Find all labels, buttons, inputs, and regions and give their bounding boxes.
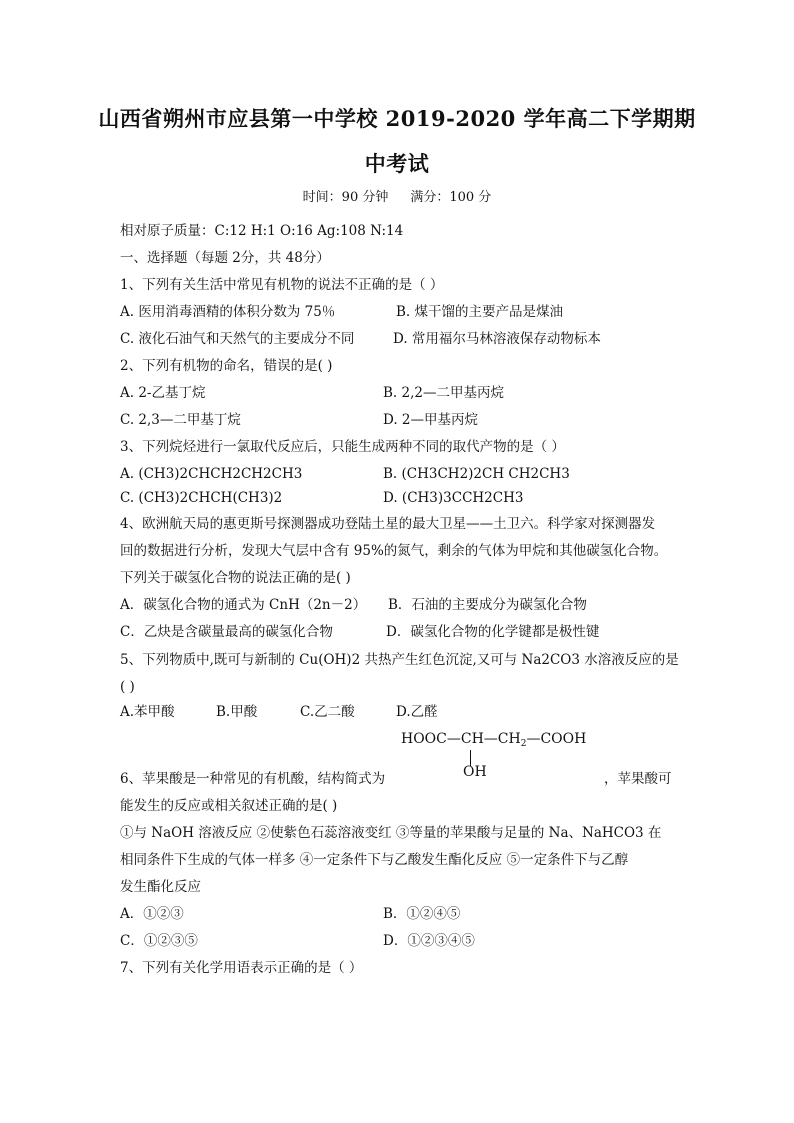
q6-stem-line2: 能发生的反应或相关叙述正确的是( ) [120,798,338,814]
q2-option-d: D. 2—甲基丙烷 [383,412,479,428]
q1-option-a: A. 医用消毒酒精的体积分数为 75％ [120,304,336,320]
formula-main: HOOC—CH—CH [401,731,521,747]
q2-option-b: B. 2,2—二甲基丙烷 [383,385,504,401]
q5-option-b: B.甲酸 [216,704,258,720]
q6-option-c: C．①②③⑤ [120,933,198,949]
q6-stem-line4: 相同条件下生成的气体一样多 ④一定条件下与乙酸发生酯化反应 ⑤一定条件下与乙醇 [120,852,629,868]
formula-branch-oh: OH [463,764,487,780]
q5-option-d: D.乙醛 [396,704,438,720]
atomic-mass: 相对原子质量：C:12 H:1 O:16 Ag:108 N:14 [120,223,404,239]
q1-option-c: C. 液化石油气和天然气的主要成分不同 [120,331,355,347]
q3-option-a: A. (CH3)2CHCH2CH2CH3 [120,466,303,482]
q6-option-b: B．①②④⑤ [383,906,461,922]
q3-stem: 3、下列烷烃进行一氯取代反应后，只能生成两种不同的取代产物的是（ ） [120,439,565,455]
q6-option-d: D．①②③④⑤ [383,933,475,949]
q6-option-a: A．①②③ [120,906,184,922]
section-heading: 一、选择题（每题 2分，共 48分） [120,250,330,266]
q3-option-d: D. (CH3)3CCH2CH3 [383,490,524,506]
q3-option-b: B. (CH3CH2)2CH CH2CH3 [383,466,570,482]
q4-option-d: D．碳氢化合物的化学键都是极性键 [386,624,600,640]
q3-option-c: C. (CH3)2CHCH(CH3)2 [120,490,283,506]
q6-stem-part-b: ，苹果酸可 [604,771,672,787]
q5-option-c: C.乙二酸 [300,704,355,720]
q7-stem: 7、下列有关化学用语表示正确的是（ ） [120,960,363,976]
q1-option-b: B. 煤干馏的主要产品是煤油 [396,304,564,320]
q5-stem-line1: 5、下列物质中,既可与新制的 Cu(OH)2 共热产生红色沉淀,又可与 Na2CO3 水溶液反应的是 [120,652,679,668]
q6-stem-line3: ①与 NaOH 溶液反应 ②使紫色石蕊溶液变红 ③等量的苹果酸与足量的 Na、NaHCO3 在 [120,825,662,841]
q5-stem-line2: ( ) [120,679,135,695]
exam-score: 满分：100 分 [410,190,492,205]
q4-stem-line3: 下列关于碳氢化合物的说法正确的是( ) [120,570,351,586]
exam-title-line1: 山西省朔州市应县第一中学校 2019-2020 学年高二下学期期 [98,106,696,131]
q6-stem-line5: 发生酯化反应 [120,879,201,895]
q4-stem-line2: 回的数据进行分析，发现大气层中含有 95%的氮气，剩余的气体为甲烷和其他碳氢化合物。 [120,543,668,559]
q2-stem: 2、下列有机物的命名，错误的是( ) [120,358,333,374]
formula-subscript: 2 [520,739,527,749]
exam-meta [0,186,794,205]
q2-option-a: A. 2-乙基丁烷 [120,385,206,401]
formula-tail: —COOH [526,731,587,747]
malic-acid-formula [401,731,586,749]
q1-option-d: D. 常用福尔马林溶液保存动物标本 [393,331,601,347]
q2-option-c: C. 2,3—二甲基丁烷 [120,412,241,428]
q4-option-c: C．乙炔是含碳量最高的碳氢化合物 [120,624,333,640]
exam-time: 时间：90 分钟 [302,190,389,205]
q1-stem: 1、下列有关生活中常见有机物的说法不正确的是（ ） [120,277,444,293]
q5-option-a: A.苯甲酸 [120,704,175,720]
q4-stem-line1: 4、欧洲航天局的惠更斯号探测器成功登陆土星的最大卫星——土卫六。科学家对探测器发 [120,516,656,532]
q4-option-a: A．碳氢化合物的通式为 CnH（2n－2） [120,597,367,613]
q6-stem-part-a: 6、苹果酸是一种常见的有机酸，结构简式为 [120,771,386,787]
q4-option-b: B．石油的主要成分为碳氢化合物 [388,597,587,613]
exam-title-line2: 中考试 [364,151,430,176]
